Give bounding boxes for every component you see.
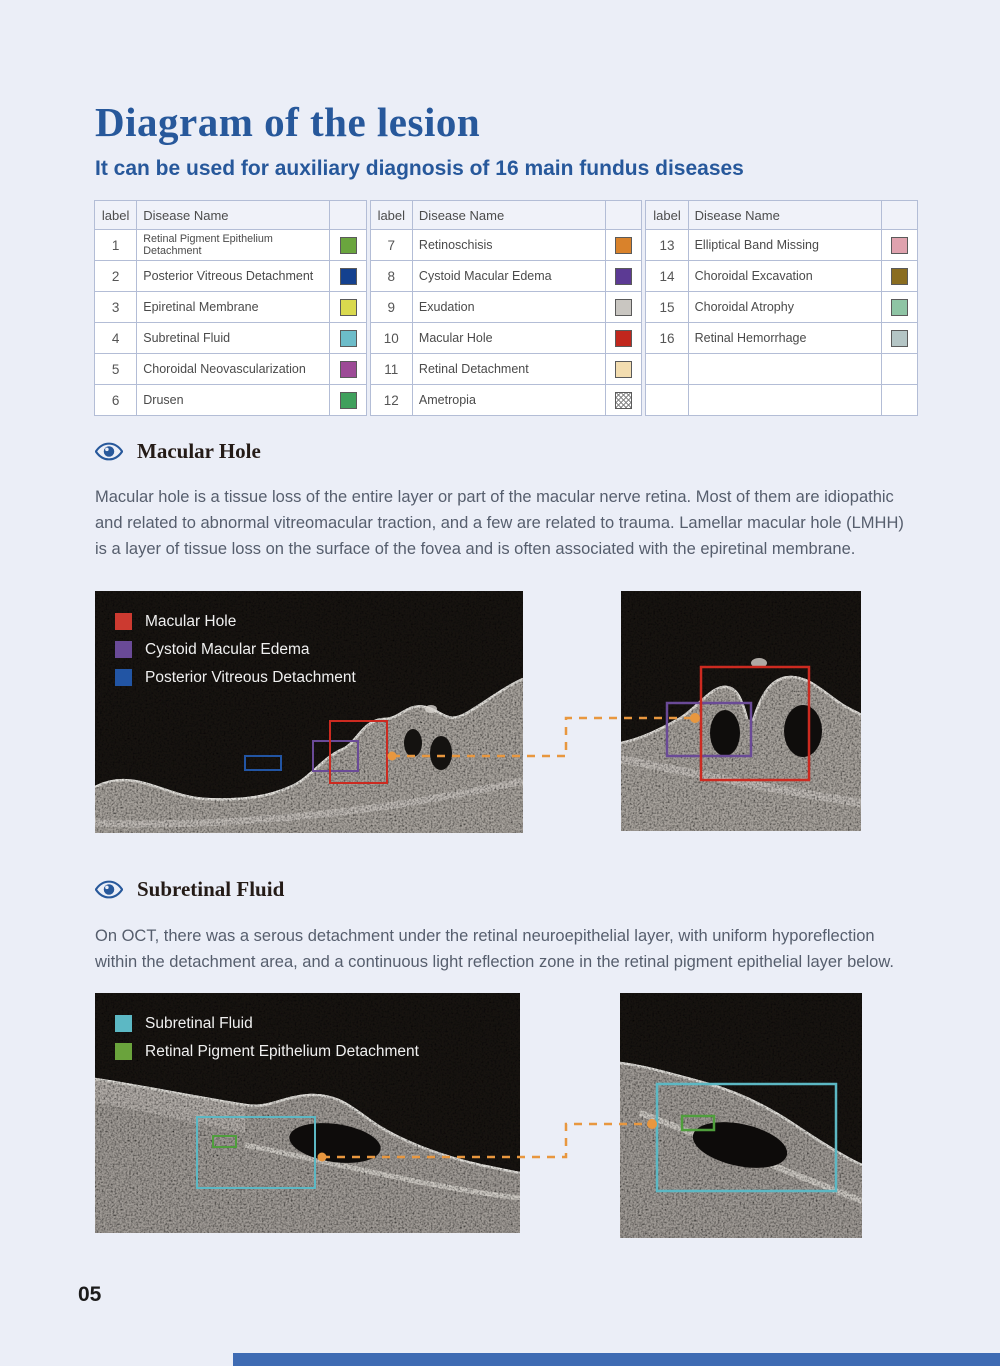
legend-item (115, 1015, 419, 1032)
disease-label: 7 (370, 230, 412, 261)
table-row (370, 385, 642, 416)
legend-item (115, 641, 356, 658)
disease-label: 13 (646, 230, 688, 261)
eye-icon (95, 441, 123, 462)
eye-icon (95, 879, 123, 900)
table-row (95, 323, 367, 354)
disease-label: 4 (95, 323, 137, 354)
legend-item (115, 1043, 419, 1060)
disease-color-swatch (340, 392, 357, 409)
section-title: Subretinal Fluid (137, 877, 285, 901)
page-subtitle: It can be used for auxiliary diagnosis of 16 main fundus diseases (95, 157, 744, 180)
legend-swatch-subretinal-fluid (115, 1015, 132, 1032)
disease-label: 8 (370, 261, 412, 292)
page-title: Diagram of the lesion (95, 99, 481, 145)
figure-row-subretinal-fluid (95, 993, 862, 1238)
disease-color-swatch (615, 299, 632, 316)
table-row (95, 354, 367, 385)
table-row-empty (646, 354, 918, 385)
disease-name: Retinal Hemorrhage (688, 323, 881, 354)
legend-swatch-posterior-vitreous-detachment (115, 669, 132, 686)
disease-label: 9 (370, 292, 412, 323)
table-row (646, 292, 918, 323)
disease-color-swatch (340, 330, 357, 347)
disease-color-swatch (340, 237, 357, 254)
disease-label: 5 (95, 354, 137, 385)
table-row (646, 261, 918, 292)
disease-name: Ametropia (412, 385, 605, 416)
table-row (370, 323, 642, 354)
page-number: 05 (78, 1283, 102, 1306)
table-row (646, 230, 918, 261)
table-row (95, 261, 367, 292)
figure-legend (115, 613, 356, 686)
table-row (370, 292, 642, 323)
col-header-label: label (370, 201, 412, 230)
disease-name: Cystoid Macular Edema (412, 261, 605, 292)
disease-label: 12 (370, 385, 412, 416)
disease-color-swatch (891, 237, 908, 254)
section-subretinal-fluid-heading (95, 877, 284, 902)
disease-name: Choroidal Atrophy (688, 292, 881, 323)
oct-image-macular-hole-full (95, 591, 523, 833)
table-row-empty (646, 385, 918, 416)
disease-label: 3 (95, 292, 137, 323)
col-header-color (606, 201, 642, 230)
col-header-disease: Disease Name (688, 201, 881, 230)
disease-color-swatch (615, 330, 632, 347)
disease-color-swatch (615, 361, 632, 378)
legend-swatch-cystoid-macular-edema (115, 641, 132, 658)
table-row (95, 230, 367, 261)
section-title: Macular Hole (137, 439, 261, 463)
disease-color-swatch (891, 330, 908, 347)
disease-name: Retinoschisis (412, 230, 605, 261)
col-header-disease: Disease Name (412, 201, 605, 230)
disease-label: 10 (370, 323, 412, 354)
oct-image-subretinal-fluid-full (95, 993, 520, 1233)
footer-accent-bar (233, 1353, 1000, 1366)
disease-label: 16 (646, 323, 688, 354)
legend-swatch-macular-hole (115, 613, 132, 630)
col-header-disease: Disease Name (137, 201, 330, 230)
legend-label: Macular Hole (145, 612, 237, 630)
disease-label: 2 (95, 261, 137, 292)
disease-name: Epiretinal Membrane (137, 292, 330, 323)
disease-label: 14 (646, 261, 688, 292)
disease-color-swatch (615, 237, 632, 254)
disease-name: Choroidal Excavation (688, 261, 881, 292)
col-header-color (881, 201, 917, 230)
disease-table-group-3 (645, 200, 918, 416)
legend-label: Posterior Vitreous Detachment (145, 668, 356, 686)
oct-image-subretinal-fluid-zoom (620, 993, 862, 1238)
disease-name: Retinal Pigment Epithelium Detachment (137, 230, 330, 261)
oct-image-macular-hole-zoom (621, 591, 861, 831)
section-macular-hole-paragraph: Macular hole is a tissue loss of the entire layer or part of the macular nerve retina. Most of them are idiopathic and related to abnormal vitreomacular traction, and a few are related to trauma. Lamellar macular hole (LMHH) is a layer of tissue loss on the surface of the fovea and is often associated with the epiretinal membrane. (95, 488, 904, 558)
table-row (370, 354, 642, 385)
col-header-label: label (646, 201, 688, 230)
disease-label: 11 (370, 354, 412, 385)
disease-color-swatch-ametropia-hatch (615, 392, 632, 409)
disease-color-swatch (891, 268, 908, 285)
table-row (95, 385, 367, 416)
disease-name: Posterior Vitreous Detachment (137, 261, 330, 292)
figure-row-macular-hole (95, 591, 862, 836)
disease-color-swatch (615, 268, 632, 285)
disease-table (94, 200, 918, 416)
disease-name: Drusen (137, 385, 330, 416)
disease-label: 6 (95, 385, 137, 416)
disease-name: Elliptical Band Missing (688, 230, 881, 261)
disease-color-swatch (340, 361, 357, 378)
table-row (370, 230, 642, 261)
table-row (370, 261, 642, 292)
disease-name: Retinal Detachment (412, 354, 605, 385)
disease-color-swatch (340, 299, 357, 316)
disease-label: 1 (95, 230, 137, 261)
legend-label: Retinal Pigment Epithelium Detachment (145, 1042, 419, 1060)
section-subretinal-fluid-paragraph: On OCT, there was a serous detachment under the retinal neuroepithelial layer, with uniform hyporeflection within the detachment area, and a continuous light reflection zone in the retinal pigment epithelial layer below. (95, 927, 894, 971)
disease-color-swatch (891, 299, 908, 316)
disease-label: 15 (646, 292, 688, 323)
table-row (95, 292, 367, 323)
disease-name: Subretinal Fluid (137, 323, 330, 354)
disease-color-swatch (340, 268, 357, 285)
figure-legend (115, 1015, 419, 1060)
legend-item (115, 669, 356, 686)
disease-table-group-1 (94, 200, 367, 416)
section-macular-hole-heading (95, 439, 261, 464)
legend-swatch-rpe-detachment (115, 1043, 132, 1060)
disease-name: Choroidal Neovascularization (137, 354, 330, 385)
col-header-label: label (95, 201, 137, 230)
legend-label: Subretinal Fluid (145, 1014, 253, 1032)
disease-name: Macular Hole (412, 323, 605, 354)
col-header-color (330, 201, 366, 230)
legend-label: Cystoid Macular Edema (145, 640, 310, 658)
disease-name: Exudation (412, 292, 605, 323)
table-row (646, 323, 918, 354)
disease-table-group-2 (370, 200, 643, 416)
legend-item (115, 613, 356, 630)
